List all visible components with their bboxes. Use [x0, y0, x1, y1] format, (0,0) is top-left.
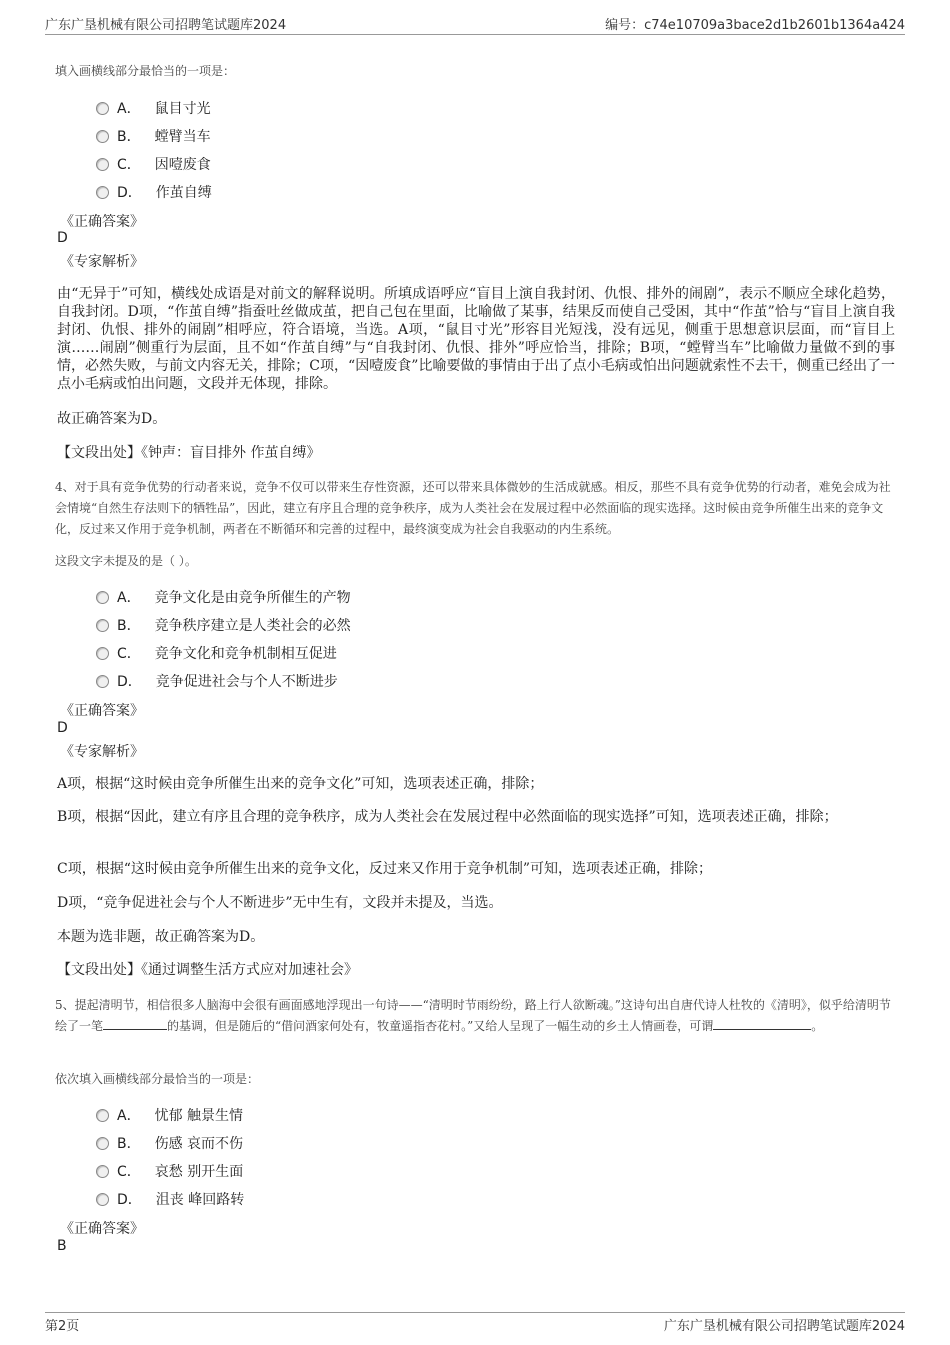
q4-analysis-d: D项，“竞争促进社会与个人不断进步”无中生有，文段并未提及，当选。 [57, 895, 503, 911]
q5-question-text: 5、提起清明节，相信很多人脑海中会很有画面感地浮现出一句诗——“清明时节雨纷纷，路上行人欲断魂。”这诗句出自唐代诗人杜牧的《清明》，似乎给清明节绘了一笔 的基调，但是随后的“借问酒家何处有，牧童遥指杏花村。”又给人呈现了一幅生动的乡土人情画卷，可谓 。 [55, 998, 891, 1033]
q5-answer-label: 《正确答案》 [60, 1221, 144, 1237]
q5-option-d[interactable]: D． 沮丧 峰回路转 [96, 1189, 244, 1211]
q3-answer-label: 《正确答案》 [60, 214, 144, 230]
q4-answer-label: 《正确答案》 [60, 703, 144, 719]
radio-icon[interactable] [96, 647, 109, 660]
q4-analysis-b: B项，根据“因此，建立有序且合理的竞争秩序，成为人类社会在发展过程中必然面临的现实选择”可知，选项表述正确，排除； [57, 809, 838, 825]
q4-conclusion: 本题为选非题，故正确答案为D。 [57, 929, 265, 945]
q3-answer-value: D [57, 230, 68, 246]
q4-option-c[interactable]: C． 竞争文化和竞争机制相互促进 [96, 643, 337, 665]
q4-analysis-a: A项，根据“这时候由竞争所催生出来的竞争文化”可知，选项表述正确，排除； [57, 776, 544, 792]
q3-option-b[interactable]: B． 螳臂当车 [96, 126, 211, 148]
q3-analysis-text: 由“无异于”可知，横线处成语是对前文的解释说明。所填成语呼应“盲目上演自我封闭、仇恨、排外的闹剧”，表示不顺应全球化趋势，自我封闭。D项，“作茧自缚”指蚕吐丝做成茧，把自己包在里面，比喻做了某事，结果反而使自己受困，其中“作茧”恰与“盲目上演自我封闭、仇恨、排外的闹剧”相呼应，符合语境，当选。A项，“鼠目寸光”形容目光短浅，没有远见，侧重于思想意识层面，而“盲目上演……闹剧”侧重行为层面，且不如“作茧自缚”与“自我封闭、仇恨、排外”呼应恰当，排除；B项，“螳臂当车”比喻做力量做不到的事情，必然失败，与前文内容无关，排除；C项，“因噎废食”比喻要做的事情由于出了点小毛病或怕出问题就索性不去干，侧重已经出了一点小毛病或怕出问题，文段并无体现，排除。 [57, 286, 895, 392]
q5-prompt: 依次填入画横线部分最恰当的一项是： [55, 1072, 260, 1086]
q4-source: 【文段出处】《通过调整生活方式应对加速社会》 [57, 962, 358, 978]
q4-option-b[interactable]: B． 竞争秩序建立是人类社会的必然 [96, 615, 351, 637]
radio-icon[interactable] [96, 1137, 109, 1150]
radio-icon[interactable] [96, 591, 109, 604]
header-title: 广东广垦机械有限公司招聘笔试题库2024 [45, 18, 287, 33]
q5-option-b[interactable]: B． 伤感 哀而不伤 [96, 1133, 243, 1155]
q3-option-d[interactable]: D． 作茧自缚 [96, 182, 212, 204]
footer-title: 广东广垦机械有限公司招聘笔试题库2024 [663, 1319, 905, 1334]
fill-blank-2 [713, 1016, 811, 1030]
q5-answer-value: B [57, 1238, 67, 1254]
radio-icon[interactable] [96, 158, 109, 171]
radio-icon[interactable] [96, 186, 109, 199]
radio-icon[interactable] [96, 102, 109, 115]
q4-option-a[interactable]: A． 竞争文化是由竞争所催生的产物 [96, 587, 351, 609]
q3-source: 【文段出处】《钟声：盲目排外 作茧自缚》 [57, 445, 321, 461]
radio-icon[interactable] [96, 1109, 109, 1122]
q3-prompt: 填入画横线部分最恰当的一项是： [55, 64, 236, 78]
radio-icon[interactable] [96, 619, 109, 632]
q3-analysis-label: 《专家解析》 [60, 254, 144, 270]
page-footer [45, 1312, 905, 1333]
q4-answer-value: D [57, 720, 68, 736]
page-number: 第2页 [45, 1319, 80, 1334]
q4-prompt: 这段文字未提及的是（ ）。 [55, 554, 197, 568]
q5-option-c[interactable]: C． 哀愁 别开生面 [96, 1161, 243, 1183]
q4-question-text: 4、对于具有竞争优势的行动者来说，竞争不仅可以带来生存性资源，还可以带来具体微妙的生活成就感。相反，那些不具有竞争优势的行动者，难免会成为社会情境“自然生存法则下的牺牲品”，因此，建立有序且合理的竞争秩序，成为人类社会在发展过程中必然面临的现实选择。这时候由竞争所催生出来的竞争文化，反过来又作用于竞争机制，两者在不断循环和完善的过程中，最终演变成为社会自我驱动的内生系统。 [55, 480, 891, 536]
radio-icon[interactable] [96, 1193, 109, 1206]
page-header [45, 14, 905, 35]
q4-analysis-c: C项，根据“这时候由竞争所催生出来的竞争文化，反过来又作用于竞争机制”可知，选项表述正确，排除； [57, 861, 713, 877]
q4-analysis-label: 《专家解析》 [60, 744, 144, 760]
fill-blank-1 [103, 1016, 167, 1030]
radio-icon[interactable] [96, 1165, 109, 1178]
q3-option-a[interactable]: A． 鼠目寸光 [96, 98, 211, 120]
q4-option-d[interactable]: D． 竞争促进社会与个人不断进步 [96, 671, 338, 693]
q3-conclusion: 故正确答案为D。 [57, 411, 167, 427]
header-doc-id: 编号：c74e10709a3bace2d1b2601b1364a424 [605, 18, 905, 33]
radio-icon[interactable] [96, 130, 109, 143]
q5-option-a[interactable]: A． 忧郁 触景生情 [96, 1105, 243, 1127]
radio-icon[interactable] [96, 675, 109, 688]
q3-option-c[interactable]: C． 因噎废食 [96, 154, 211, 176]
